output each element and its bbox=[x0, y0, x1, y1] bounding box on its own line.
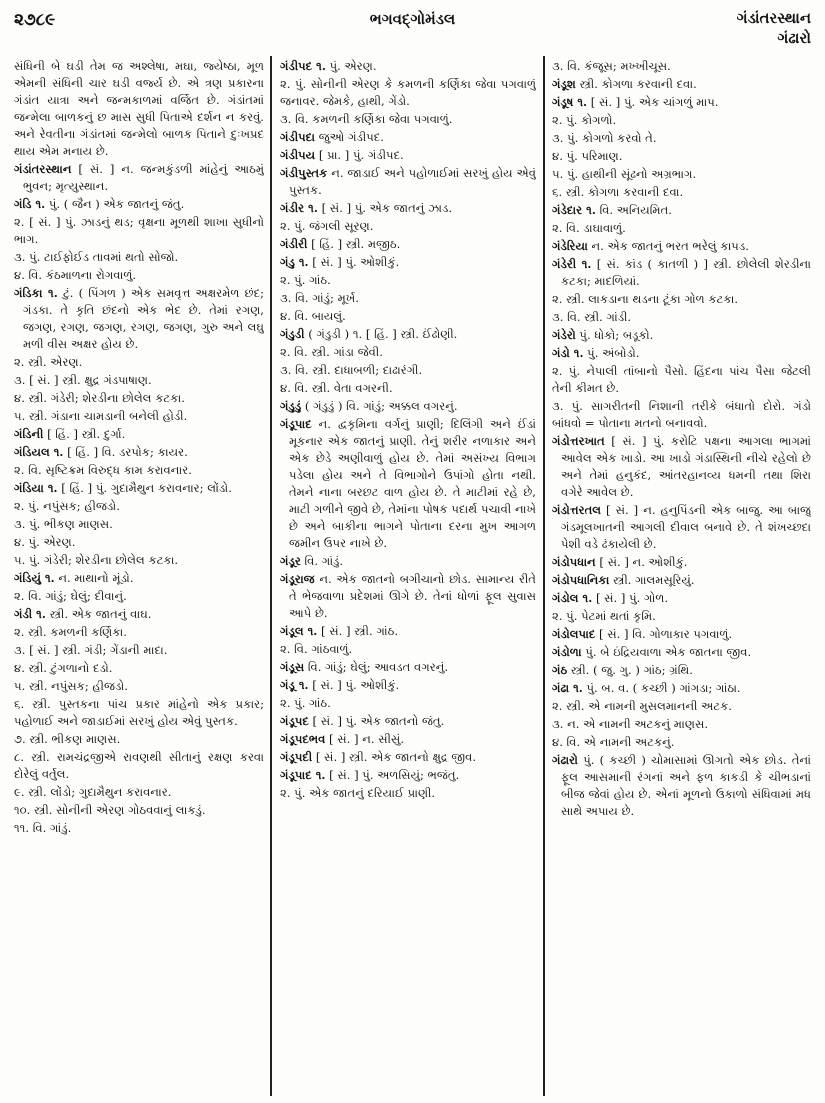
sense-line bbox=[14, 588, 264, 605]
dictionary-entry bbox=[552, 76, 811, 93]
definition-text: [ સં. ] પું. એક જાતનું ઝાડ. bbox=[321, 201, 453, 215]
definition-text: ૨. વિ. ગાંડું; ઘેલું; દીવાનું. bbox=[14, 589, 127, 603]
dictionary-entry bbox=[552, 590, 811, 607]
dictionary-entry bbox=[552, 572, 811, 589]
sense-line bbox=[14, 731, 264, 748]
definition-text: ૨. પું. જંગલી સૂરણ. bbox=[280, 219, 374, 233]
dictionary-entry bbox=[552, 94, 811, 111]
definition-text: ૪. પું. એરણ. bbox=[14, 535, 76, 549]
sense-line bbox=[552, 608, 811, 625]
definition-text: [ સં. કાંડ ( કાતળી ) ] સ્ત્રી. છોલેલી શેરડીના કટકા; માદળિયાં. bbox=[561, 257, 811, 288]
sense-line bbox=[14, 390, 264, 407]
sense-line bbox=[14, 214, 264, 248]
sense-line bbox=[280, 218, 536, 235]
dictionary-entry bbox=[280, 659, 536, 676]
definition-text: ૨. પું. કોગળો. bbox=[552, 113, 617, 127]
definition-text: સ્ત્રી. એક જાતનું વાઘ. bbox=[49, 607, 152, 621]
headword: ગંડિયું ૧. bbox=[14, 571, 55, 585]
sense-line bbox=[280, 344, 536, 361]
sense-line bbox=[14, 408, 264, 425]
sense-line bbox=[280, 308, 536, 325]
definition-text: ૩. વિ. ગાંડું; મૂર્ખ. bbox=[280, 291, 359, 305]
definition-text: પું. અંબોડો. bbox=[587, 346, 640, 360]
headword: ગંડૂશ bbox=[552, 77, 576, 91]
sense-line bbox=[14, 696, 264, 730]
definition-text: ૩. વિ. કંજૂસ; મખ્ખીચૂસ. bbox=[552, 59, 671, 73]
headword: ગંડોલ ૧. bbox=[552, 591, 593, 605]
dictionary-entry bbox=[552, 554, 811, 571]
definition-text: ૫. પું. હાથીની સૂંઢનો અગ્રભાગ. bbox=[552, 167, 697, 181]
dictionary-entry bbox=[280, 731, 536, 748]
definition-text: ૨. પું. ગાંઠ. bbox=[280, 273, 331, 287]
dictionary-entry bbox=[280, 58, 536, 75]
definition-text: [ સં. ] પું. એક ચાંગળું માપ. bbox=[590, 95, 719, 109]
dictionary-entry bbox=[14, 285, 264, 353]
definition-text: [ સં. ] ન. ઓશીકું. bbox=[599, 555, 688, 569]
headword: ગંડેરિયા bbox=[552, 239, 588, 253]
headword: ગંડાંતરસ્થાન bbox=[14, 162, 72, 176]
headword: ગંડૂસ bbox=[280, 660, 305, 674]
definition-text: ૮. સ્ત્રી. રામચંદ્રજીએ રાવણથી સીતાનું રક્ષણ કરવા દોરેલું વર્તુલ. bbox=[14, 750, 264, 781]
dictionary-entry bbox=[552, 752, 811, 820]
headword: ગંડીપય bbox=[280, 148, 316, 162]
definition-text: સ્ત્રી. ( જુ. ગુ. ) ગાંઠ; ગ્રંથિ. bbox=[570, 663, 693, 677]
sense-line bbox=[552, 398, 811, 432]
dictionary-entry bbox=[280, 254, 536, 271]
definition-text: ૨. વિ. ડાઘાવાળું. bbox=[552, 221, 626, 235]
sense-line bbox=[14, 552, 264, 569]
sense-line bbox=[14, 372, 264, 389]
definition-text: ન. એક જાતનું ભરત ભરેલું કાપડ. bbox=[591, 239, 749, 253]
definition-text: પું. બ. વ. ( કચ્છી ) ગાંગડા; ગાંઠા. bbox=[586, 681, 741, 695]
definition-text: ૨. સ્ત્રી. એ નામની મુસલમાનની અટક. bbox=[552, 699, 732, 713]
headword: ગંડૂપદ bbox=[280, 714, 309, 728]
definition-text: [ સં. ] પું. ઓશીકું. bbox=[312, 678, 400, 692]
sense-line bbox=[552, 309, 811, 326]
headword: ગંડો ૧. bbox=[552, 346, 584, 360]
dictionary-entry bbox=[552, 662, 811, 679]
definition-text: [ સં. ] ન. હનુપિંડની એક બાજુ. આ બાજુ ગંડમૂલખાતની આગલી દીવાલ બનાવે છે. તે શંખચ્છદા પેશી વડે ઢંકાયેલી છે. bbox=[561, 503, 811, 551]
definition-text: [ હિં. ] વિ. ડરપોક; કાયર. bbox=[67, 445, 188, 459]
column-3 bbox=[552, 58, 811, 1098]
dictionary-entry bbox=[280, 677, 536, 694]
definition-text: પું. એરણ. bbox=[329, 59, 377, 73]
dictionary-entry bbox=[280, 416, 536, 552]
definition-text: ૪. પું. પરિમાણ. bbox=[552, 149, 623, 163]
headword: ગંડેરી ૧. bbox=[552, 257, 592, 271]
headword: ગંડોત્તરખાત bbox=[552, 434, 605, 448]
dictionary-entry bbox=[280, 713, 536, 730]
definition-text: ૨. વિ. સ્ત્રી. ગાંડા જેવી. bbox=[280, 345, 383, 359]
sense-line bbox=[14, 534, 264, 551]
headword: ગંઢારો bbox=[552, 753, 578, 767]
dictionary-entry bbox=[552, 238, 811, 255]
sense-line bbox=[280, 380, 536, 397]
guide-word-bottom: ગંઢારો bbox=[777, 29, 811, 47]
dictionary-entry bbox=[280, 749, 536, 766]
headword: ગંડિ ૧. bbox=[14, 197, 46, 211]
headword: ગંડોત્તરતલ bbox=[552, 503, 602, 517]
page-header bbox=[0, 0, 825, 58]
dictionary-entry bbox=[552, 680, 811, 697]
definition-text: ૨. પું. પેટમાં થતાં કૃમિ. bbox=[552, 609, 656, 623]
definition-text: વિ. અનિયમિત. bbox=[599, 203, 672, 217]
sense-line bbox=[280, 785, 536, 802]
definition-text: ૩. પું. ભીકણ માણસ. bbox=[14, 517, 113, 531]
headword: ગંડીપદ ૧. bbox=[280, 59, 326, 73]
sense-line bbox=[14, 802, 264, 819]
sense-line bbox=[280, 362, 536, 379]
dictionary-entry bbox=[552, 345, 811, 362]
guide-word-top: ગંડાંતરસ્થાન bbox=[736, 9, 811, 27]
definition-text: ૪. સ્ત્રી. ટુંગળાનો દડો. bbox=[14, 661, 113, 675]
headword: ગંડૂરાજ bbox=[280, 572, 315, 586]
definition-text: ( ગંડુડું ) વિ. ગાંડું; અક્કલ વગરનું. bbox=[304, 399, 458, 413]
definition-text: ૭. સ્ત્રી. ભીકણ માણસ. bbox=[14, 732, 121, 746]
sense-line bbox=[552, 112, 811, 129]
dictionary-entry bbox=[14, 196, 264, 213]
sense-line bbox=[14, 660, 264, 677]
sense-line bbox=[14, 267, 264, 284]
definition-text: [ સં. ] ન. જન્મકુંડળી માંહેનું આઠમું ભુવન; મૃત્યુસ્થાન. bbox=[23, 162, 264, 193]
definition-text: ન. માથાનો મૂંડો. bbox=[58, 571, 134, 585]
sense-line bbox=[14, 516, 264, 533]
sense-line bbox=[14, 642, 264, 659]
definition-text: [ સં. ] પું. કરોટિ પક્ષના આગલા ભાગમાં આવેલ એક ખાડો. આ ખાડો ગંડાસ્થિની નીચે રહેલો છે અને તેમાં હનુકંદ, આંતરહાનવ્ય ધમની તથા શિરા વગેરે આવેલ છે. bbox=[561, 434, 811, 499]
definition-text: ૩. ન. એ નામની અટકનું માણસ. bbox=[552, 717, 709, 731]
sense-line bbox=[280, 641, 536, 658]
guide-words bbox=[737, 8, 811, 48]
dictionary-entry bbox=[552, 433, 811, 501]
sense-line bbox=[552, 130, 811, 147]
definition-text: ૧૧. વિ. ગાંડું. bbox=[14, 821, 72, 835]
definition-text: [ પ્રા. ] પું. ગંડીપદ. bbox=[318, 148, 404, 162]
headword: ગંડૂપાદ bbox=[280, 417, 312, 431]
sense-line bbox=[14, 820, 264, 837]
sense-line bbox=[14, 58, 264, 160]
dictionary-entry bbox=[552, 202, 811, 219]
dictionary-entry bbox=[280, 326, 536, 343]
column-2 bbox=[280, 58, 536, 1098]
headword: ગંડૂપાદ ૧. bbox=[280, 768, 326, 782]
definition-text: ૩. પું. સાગરીતની નિશાની તરીકે બંધાતો દોરો. ગંડો બાંધવો = પોતાના મતનો બનાવવો. bbox=[552, 399, 811, 430]
sense-line bbox=[552, 734, 811, 751]
headword: ગંડીરી bbox=[280, 237, 308, 251]
definition-text: સ્ત્રી. કોગળા કરવાની દવા. bbox=[579, 77, 697, 91]
dictionary-entry bbox=[552, 502, 811, 553]
dictionary-entry bbox=[280, 200, 536, 217]
definition-text: ( ગંડુડી ) ૧. [ હિં. ] સ્ત્રી. ઈંઢોણી. bbox=[308, 327, 458, 341]
definition-text: ૨. પું. સોનીની એરણ કે કમળની કર્ણિકા જેવા પગવાળું જનાવર. જેમકે, હાથી, ગેંડો. bbox=[280, 77, 536, 108]
headword: ગંડોપધાનિકા bbox=[552, 573, 610, 587]
definition-text: ૪. સ્ત્રી. ગંડેરી; શેરડીના છોલેલ કટકા. bbox=[14, 391, 185, 405]
headword: ગંડૂલ ૧. bbox=[280, 624, 318, 638]
sense-line bbox=[14, 678, 264, 695]
definition-text: [ સં. ] પું. ગોળ. bbox=[595, 591, 669, 605]
definition-text: જુઓ ગંડીપદ. bbox=[318, 130, 384, 144]
definition-text: સ્ત્રી. ગાલમસૂરિયું. bbox=[613, 573, 695, 587]
definition-text: ન. એક જાતનો બગીચાનો છોડ. સામાન્ય રીતે તે ભેજવાળા પ્રદેશમાં ઊગે છે. તેનાં ધોળાં ફૂલ સુવાસ આપે છે. bbox=[289, 572, 536, 620]
definition-text: ૧૦. સ્ત્રી. સોનીની એરણ ગોઠવવાનું લાકડું. bbox=[14, 803, 206, 817]
definition-text: ૩. વિ. સ્ત્રી. ગાંડી. bbox=[552, 310, 632, 324]
sense-line bbox=[14, 249, 264, 266]
definition-text: ૪. વિ. કંઠમાળના રોગવાળું. bbox=[14, 268, 137, 282]
dictionary-entry bbox=[552, 626, 811, 643]
sense-line bbox=[14, 624, 264, 641]
definition-text: ૨. પું. નેપાલી તાંબાનો પૈસો. હિંદના પાંચ પૈસા જેટલી તેની કીમત છે. bbox=[552, 364, 811, 395]
dictionary-entry bbox=[280, 398, 536, 415]
headword: ગંડોળા bbox=[552, 645, 582, 659]
headword: ગંડીર ૧. bbox=[280, 201, 318, 215]
dictionary-entry bbox=[280, 165, 536, 199]
dictionary-entry bbox=[280, 147, 536, 164]
sense-line bbox=[280, 111, 536, 128]
definition-text: ૩. પું. કોગળો કરવો તે. bbox=[552, 131, 657, 145]
dictionary-entry bbox=[280, 623, 536, 640]
dictionary-entry bbox=[14, 606, 264, 623]
headword: ગંડેરો bbox=[552, 328, 576, 342]
definition-text: પું. ( કચ્છી ) ચોમાસામાં ઊગતો એક છોડ. તેનાં ફૂલ આસમાની રંગનાં અને ફળ કાકડી કે ચીભડાનાં બીજ જેવાં હોય છે. એનાં મૂળનો ઉકાળો સંધિવામાં મધ સાથે અપાય છે. bbox=[561, 753, 811, 818]
headword: ગંઢા ૧. bbox=[552, 681, 583, 695]
definition-text: [ સં. ] પું. એક જાતનો જંતુ. bbox=[312, 714, 445, 728]
sense-line bbox=[552, 148, 811, 165]
definition-text: ૩. [ સં. ] સ્ત્રી. ગંડી; ગેંડાની માદા. bbox=[14, 643, 168, 657]
book-title: ભગવદ્ગોમંડલ bbox=[369, 10, 456, 28]
dictionary-entry bbox=[14, 480, 264, 497]
definition-text: ટું. ( પિંગળ ) એક સમવૃત્ત અક્ષરમેળ છંદ; ગંડકા. તે કૃતિ છંદનો એક ભેદ છે. તેમાં રગણ, જગણ, રગણ, જગણ, રગણ, જગણ, ગુરુ અને લઘુ મળી વીસ અક્ષર હોય છે. bbox=[23, 286, 264, 351]
sense-line bbox=[552, 698, 811, 715]
dictionary-entry bbox=[280, 129, 536, 146]
definition-text: ૨. વિ. સૃષ્ટિક્રમ વિરુદ્ધ કામ કરાવનાર. bbox=[14, 463, 192, 477]
definition-text: પું. બે ઇંદ્રિયવાળા એક જાતના જીવ. bbox=[585, 645, 752, 659]
page-number: ૨૭૮૯ bbox=[14, 10, 56, 30]
headword: ગંડિની bbox=[14, 427, 44, 441]
headword: ગંડૂ ૧. bbox=[280, 678, 309, 692]
headword: ગંડોપધાન bbox=[552, 555, 596, 569]
definition-text: ૩. [ સં. ] સ્ત્રી. ક્ષુદ્ર ગંડપાષાણ. bbox=[14, 373, 152, 387]
sense-line bbox=[14, 784, 264, 801]
headword: ગંડીપુસ્તક bbox=[280, 166, 328, 180]
sense-line bbox=[552, 184, 811, 201]
sense-line bbox=[280, 272, 536, 289]
definition-text: [ સં. ] વિ. ગોળાકાર પગવાળું. bbox=[599, 627, 733, 641]
definition-text: ૪. વિ. બાયલું. bbox=[280, 309, 346, 323]
definition-text: [ હિં. ] પું. ગુદામૈથુન કરાવનાર; લોંડો. bbox=[61, 481, 232, 495]
definition-text: ૬. સ્ત્રી. કોગળા કરવાની દવા. bbox=[552, 185, 684, 199]
definition-text: ૫. સ્ત્રી. ગંડાના ચામડાની બનેલી હોડી. bbox=[14, 409, 188, 423]
sense-line bbox=[14, 462, 264, 479]
definition-text: ૨. [ સં. ] પું. ઝાડનું થડ; વૃક્ષના મૂળથી શાખા સુધીનો ભાગ. bbox=[14, 215, 264, 246]
definition-text: [ સં. ] પું. ઓશીકું. bbox=[312, 255, 400, 269]
column-divider-2 bbox=[543, 56, 545, 1096]
definition-text: ૨. સ્ત્રી. લાકડાના થડના ટૂંકા ગોળ કટકા. bbox=[552, 292, 739, 306]
headword: ગંડુ ૧. bbox=[280, 255, 309, 269]
dictionary-entry bbox=[14, 444, 264, 461]
sense-line bbox=[552, 58, 811, 75]
definition-text: ૪. વિ. સ્ત્રી. વેતા વગરની. bbox=[280, 381, 393, 395]
headword: ગંડુડી bbox=[280, 327, 305, 341]
definition-text: ૨. સ્ત્રી. કમળની કર્ણિકા. bbox=[14, 625, 127, 639]
dictionary-entry bbox=[14, 570, 264, 587]
headword: ગંડોલપાદ bbox=[552, 627, 596, 641]
headword: ગંડિકા ૧. bbox=[14, 286, 58, 300]
definition-text: ૫. સ્ત્રી. નપુંસક; હીજડો. bbox=[14, 679, 128, 693]
definition-text: [ હિં. ] સ્ત્રી. દુર્ગા. bbox=[47, 427, 126, 441]
definition-text: [ સં. ] પું. અળસિયું; ભજંતુ. bbox=[329, 768, 460, 782]
definition-text: ૪. વિ. એ નામની અટકનું. bbox=[552, 735, 675, 749]
definition-text: ૩. વિ. સ્ત્રી. દાધાબળી; દાઢારંગી. bbox=[280, 363, 423, 377]
definition-text: ન. જાડાઈ અને પહોળાઈમાં સરખું હોય એવું પુસ્તક. bbox=[289, 166, 536, 197]
headword: ગંડૂપદી bbox=[280, 750, 313, 764]
definition-text: ૨. સ્ત્રી. એરણ. bbox=[14, 355, 83, 369]
headword: ગંડેદાર ૧. bbox=[552, 203, 596, 217]
definition-text: [ સં. ] ન. સીસું. bbox=[329, 732, 405, 746]
sense-line bbox=[552, 363, 811, 397]
dictionary-entry bbox=[552, 644, 811, 661]
headword: ગંડૂપદભવ bbox=[280, 732, 326, 746]
definition-text: ૨. પું. નપુંસક; હીજડો. bbox=[14, 499, 120, 513]
headword: ગંડીપદા bbox=[280, 130, 315, 144]
dictionary-entry bbox=[280, 767, 536, 784]
sense-line bbox=[280, 695, 536, 712]
headword: ગંડિયા ૧. bbox=[14, 481, 58, 495]
sense-line bbox=[552, 166, 811, 183]
dictionary-entry bbox=[552, 256, 811, 290]
definition-text: ૨. પું. એક જાતનું દરિયાઈ પ્રાણી. bbox=[280, 786, 436, 800]
definition-text: ન. દ્વકૃમિના વર્ગનું પ્રાણી; દિલિંગી અને ઈંડાં મૂકનાર એક જાતનું પ્રાણી. તેનું શરીર નળાકાર અને એક છેડે અણીવાળું હોય છે. તેમાં અસંખ્ય વિભાગ પડેલા હોય અને તે વિભાગોને ઉપાંગો હોતા નથી. તેમને નાના બરછટ વાળ હોય છે. તે માટીમાં રહે છે, માટી ગળીને જીવે છે, તેમાંના પોષક પદાર્થ પચાવી નાખે છે અને બાકીના ભાગને પોતાના દરના મુખ આગળ જમીન ઉપર નાખે છે. bbox=[289, 417, 536, 550]
headword: ગંડી ૧. bbox=[14, 607, 46, 621]
sense-line bbox=[552, 220, 811, 237]
definition-text: [ સં. ] સ્ત્રી. ગાંઠ. bbox=[321, 624, 399, 638]
sense-line bbox=[552, 291, 811, 308]
definition-text: સંધિની બે ઘડી તેમ જ અશ્લેષા, મઘા, જ્યેષ્ઠા, મૂળ એમની સંધિની ચાર ઘડી વર્જ્ય છે. એ ત્રણ પ્રકારના ગંડાંત યાત્રા અને જન્મકાળમાં વર્જિત છે. ગંડાંતમાં જન્મેલા બાળકનું છ માસ સુધી પિતાએ દર્શન ન કરવું. અને રેવતીના ગંડાંતમાં જન્મેલો બાળક પિતાને દુઃખપ્રદ થાય એમ મનાય છે. bbox=[14, 59, 264, 158]
definition-text: વિ. ગાંડું. bbox=[304, 554, 344, 568]
headword: ગંડૂષ ૧. bbox=[552, 95, 588, 109]
definition-text: વિ. ગાંડું; ઘેલું; આવડત વગરનું. bbox=[307, 660, 449, 674]
dictionary-entry bbox=[14, 161, 264, 195]
definition-text: ૫. પું. ગંડેરી; શેરડીના છોલેલ કટકા. bbox=[14, 553, 179, 567]
dictionary-entry bbox=[14, 426, 264, 443]
definition-text: [ સં. ] સ્ત્રી. એક જાતનો ક્ષુદ્ર જીવ. bbox=[315, 750, 477, 764]
definition-text: ૨. પું. ગાંઠ. bbox=[280, 696, 331, 710]
headword: ગંઠ bbox=[552, 663, 568, 677]
sense-line bbox=[280, 290, 536, 307]
definition-text: ૨. વિ. ગાંઠવાળું. bbox=[280, 642, 353, 656]
definition-text: પું. ધોકો; બડૂકો. bbox=[579, 328, 654, 342]
definition-text: ૩. પું. ટાઈફોઈડ તાવમાં થતો સોજો. bbox=[14, 250, 179, 264]
definition-text: ૯. સ્ત્રી. લોંડો; ગુદામૈથુન કરાવનાર. bbox=[14, 785, 172, 799]
definition-text: ૩. વિ. કમળની કર્ણિકા જેવા પગવાળું. bbox=[280, 112, 453, 126]
definition-text: પું. ( જૈન ) એક જાતનું જંતુ. bbox=[48, 197, 185, 211]
sense-line bbox=[14, 749, 264, 783]
column-divider-1 bbox=[270, 56, 272, 1096]
definition-text: ૬. સ્ત્રી. પુસ્તકના પાંચ પ્રકાર માંહેનો એક પ્રકાર; પહોળાઈ અને જાડાઈમાં સરખું હોય એવું પુસ્તક. bbox=[14, 697, 264, 728]
headword: ગંડિયલ ૧. bbox=[14, 445, 64, 459]
dictionary-entry bbox=[280, 553, 536, 570]
column-1 bbox=[14, 58, 264, 1098]
dictionary-entry bbox=[280, 236, 536, 253]
headword: ગંડુડું bbox=[280, 399, 302, 413]
dictionary-entry bbox=[280, 571, 536, 622]
sense-line bbox=[14, 498, 264, 515]
headword: ગંડૂર bbox=[280, 554, 301, 568]
sense-line bbox=[280, 76, 536, 110]
dictionary-entry bbox=[552, 327, 811, 344]
definition-text: [ હિં. ] સ્ત્રી. મજીઠ. bbox=[311, 237, 401, 251]
sense-line bbox=[552, 716, 811, 733]
sense-line bbox=[14, 354, 264, 371]
